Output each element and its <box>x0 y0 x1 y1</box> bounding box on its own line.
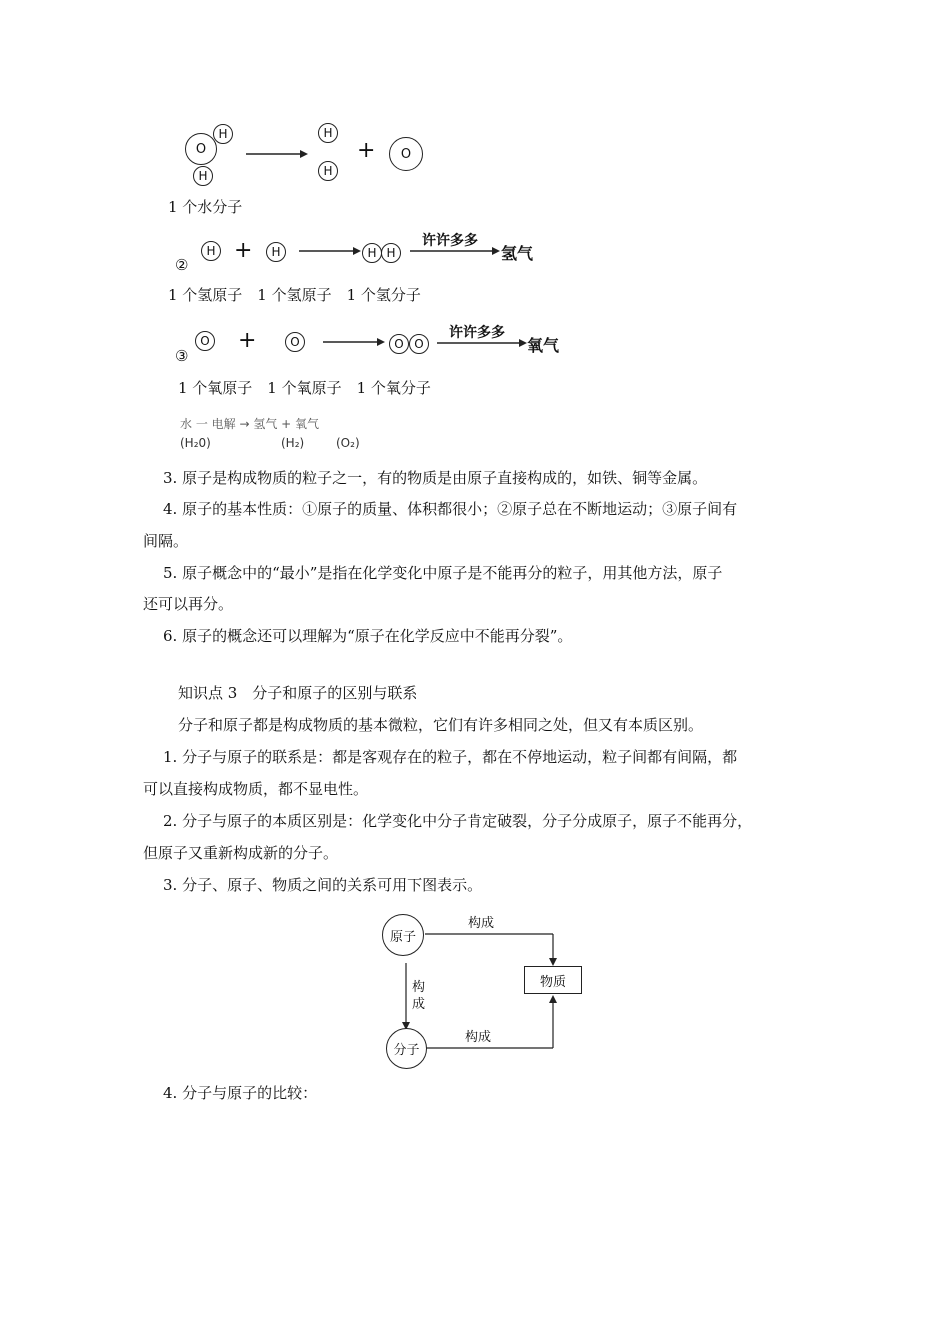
oxygen-atom-circle: O <box>389 137 423 171</box>
section-intro: 分子和原子都是构成物质的基本微粒，它们有许多相同之处，但又有本质区别。 <box>178 716 704 734</box>
oxygen-atom-circle: O <box>285 332 305 352</box>
reaction-arrow <box>246 148 308 160</box>
section-heading: 知识点 3 分子和原子的区别与联系 <box>178 684 418 702</box>
formula-water: (H₂0) <box>180 436 211 450</box>
caption-oxygen: 1 个氧原子 1 个氧原子 1 个氧分子 <box>178 379 431 397</box>
matter-node: 物质 <box>524 966 582 994</box>
product-oxygen-gas: 氧气 <box>527 336 560 355</box>
reaction-arrow <box>410 246 500 256</box>
oxygen-atom-circle: O <box>195 331 215 351</box>
electrolysis-equation: 水 一 电解 → 氢气 + 氧气 <box>180 417 319 431</box>
point-2-line-2: 但原子又重新构成新的分子。 <box>143 844 339 862</box>
paragraph-5-line-2: 还可以再分。 <box>143 595 234 613</box>
point-1-line-1: 1. 分子与原子的联系是：都是客观存在的粒子，都在不停地运动，粒子间都有间隔，都 <box>163 748 738 766</box>
point-3: 3. 分子、原子、物质之间的关系可用下图表示。 <box>163 876 483 894</box>
hydrogen-atom-circle: H <box>318 123 338 143</box>
oxygen-atom-circle: O <box>389 334 409 354</box>
label-composes-bottom: 构成 <box>465 1030 492 1045</box>
paragraph-4-line-1: 4. 原子的基本性质：①原子的质量、体积都很小；②原子总在不断地运动；③原子间有 <box>163 500 738 518</box>
plus-sign: + <box>234 238 253 263</box>
hydrogen-atom-circle: H <box>318 161 338 181</box>
hydrogen-atom-circle: H <box>213 124 233 144</box>
reaction-arrow <box>323 336 385 348</box>
molecule-node: 分子 <box>386 1028 427 1069</box>
oxygen-atom-circle: O <box>409 334 429 354</box>
plus-sign: + <box>357 138 376 163</box>
paragraph-6: 6. 原子的概念还可以理解为“原子在化学反应中不能再分裂”。 <box>163 627 573 645</box>
oxygen-atom-circle: O <box>185 133 217 165</box>
formula-oxygen: (O₂) <box>336 436 360 450</box>
paragraph-5-line-1: 5. 原子概念中的“最小”是指在化学变化中原子是不能再分的粒子，用其他方法，原子 <box>163 564 723 582</box>
arrow-label-many: 许许多多 <box>449 325 505 341</box>
hydrogen-atom-circle: H <box>266 242 286 262</box>
caption-water-molecule: 1 个水分子 <box>168 198 243 216</box>
point-4: 4. 分子与原子的比较： <box>163 1084 318 1102</box>
product-hydrogen-gas: 氢气 <box>501 244 534 263</box>
reaction-arrow <box>437 338 527 348</box>
hydrogen-atom-circle: H <box>201 241 221 261</box>
caption-hydrogen: 1 个氢原子 1 个氢原子 1 个氢分子 <box>168 286 421 304</box>
marker-2: ② <box>175 256 189 274</box>
paragraph-3: 3. 原子是构成物质的粒子之一，有的物质是由原子直接构成的，如铁、铜等金属。 <box>163 469 708 487</box>
plus-sign: + <box>238 328 257 353</box>
hydrogen-atom-circle: H <box>381 243 401 263</box>
arrow-label-many: 许许多多 <box>422 233 478 249</box>
paragraph-4-line-2: 间隔。 <box>143 532 189 550</box>
point-2-line-1: 2. 分子与原子的本质区别是：化学变化中分子肯定破裂，分子分成原子，原子不能再分， <box>163 812 753 830</box>
hydrogen-atom-circle: H <box>193 166 213 186</box>
atom-node: 原子 <box>382 914 424 956</box>
formula-hydrogen: (H₂) <box>281 436 305 450</box>
point-1-line-2: 可以直接构成物质，都不显电性。 <box>143 780 369 798</box>
reaction-arrow <box>299 245 361 257</box>
hydrogen-atom-circle: H <box>362 243 382 263</box>
label-composes-vertical: 构成 <box>412 980 426 1012</box>
marker-3: ③ <box>175 347 189 365</box>
label-composes-top: 构成 <box>468 916 495 931</box>
